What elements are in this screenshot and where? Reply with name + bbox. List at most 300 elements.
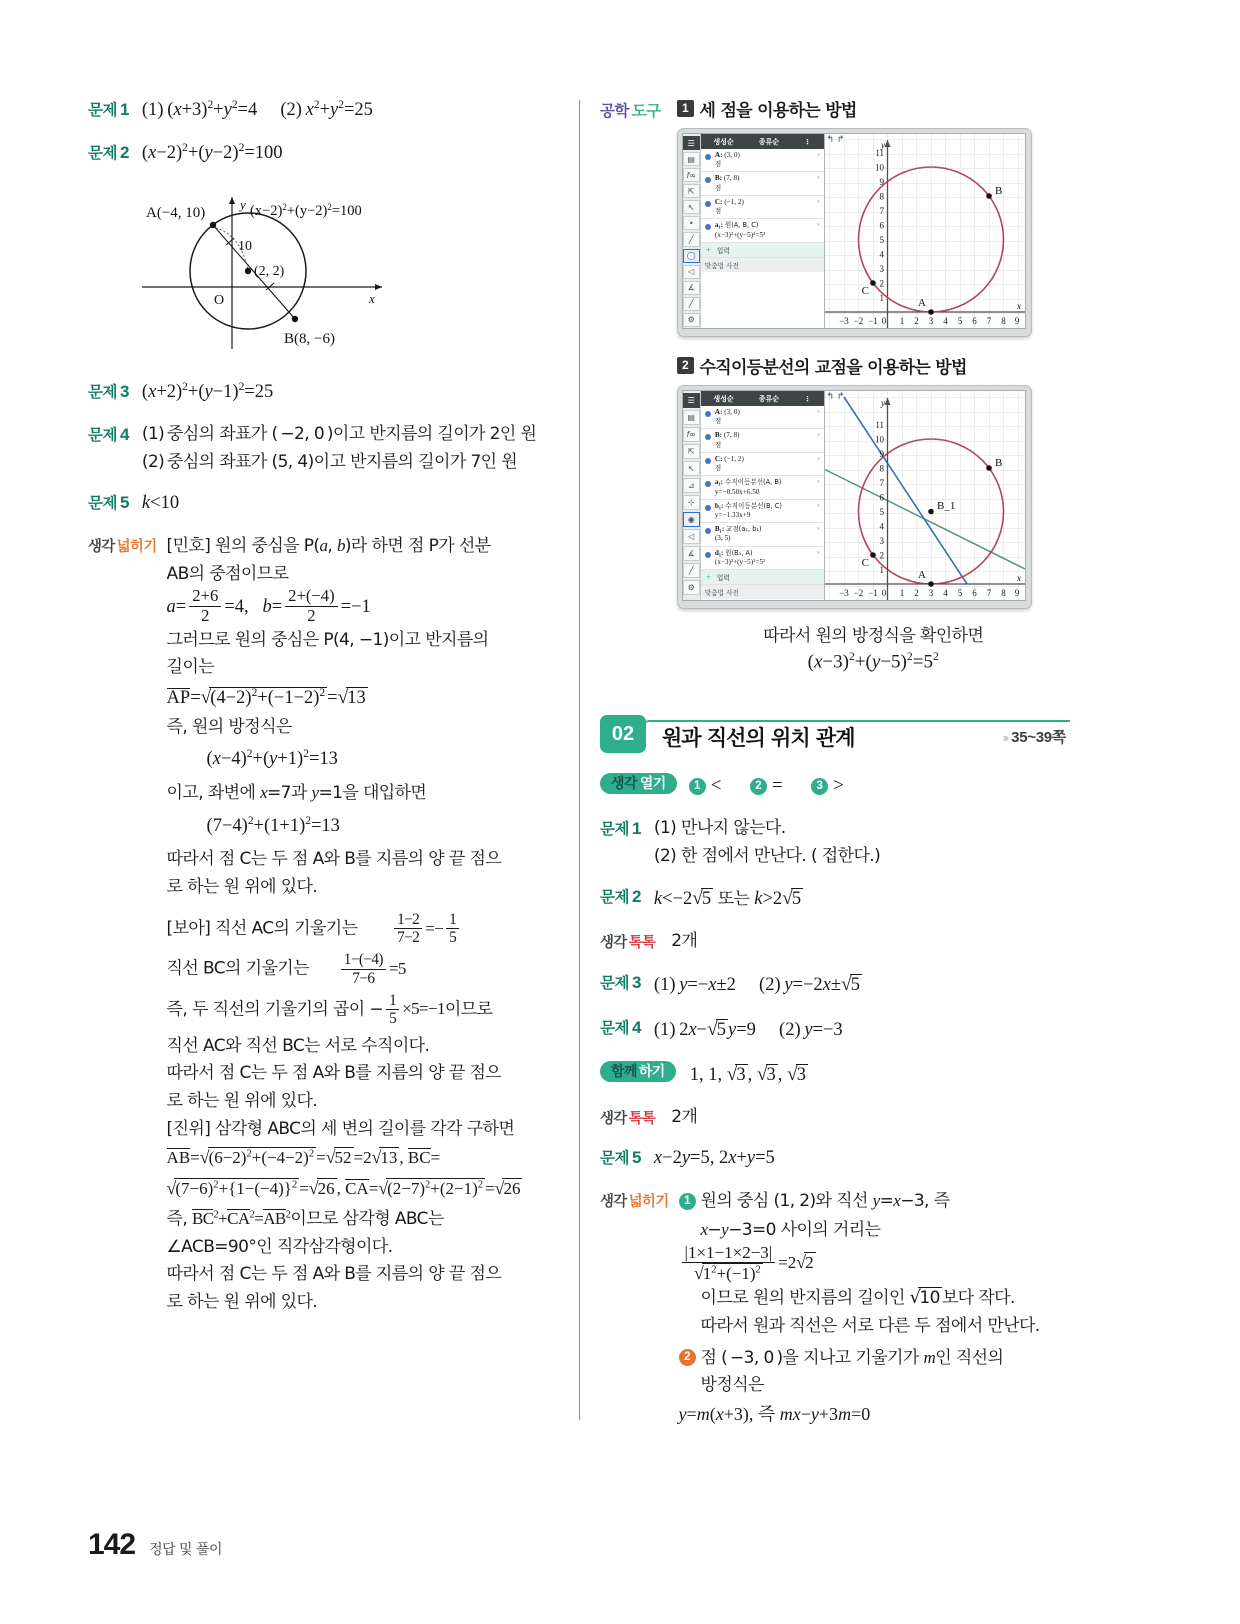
r-widen-1-line-3: 이므로 원의 반지름의 길이인 √10 보다 작다. bbox=[700, 1287, 1015, 1309]
page-number: 142 bbox=[88, 1528, 136, 1561]
algebra-view-1[interactable] bbox=[701, 134, 825, 328]
input-label: 입력 bbox=[716, 574, 730, 583]
ab-length-equation: $AB=√(6-2)^2+(-4-2)^2 =√52 =2√13$ , bbox=[166, 1147, 408, 1168]
svg-text:9: 9 bbox=[879, 449, 884, 459]
conclusion-line: 따라서 원의 방정식을 확인하면 bbox=[763, 626, 984, 646]
chevrons-icon: ››› bbox=[1002, 730, 1007, 746]
add-icon[interactable]: + bbox=[705, 244, 711, 255]
geogebra-toolbar-1[interactable] bbox=[683, 134, 701, 328]
minho-line-6: 이고, 좌변에 x=7과 y=1을 대입하면 bbox=[166, 783, 427, 804]
figure1-title: 세 점을 이용하는 방법 bbox=[699, 101, 857, 121]
answer-row-r-problem-2 bbox=[600, 883, 1070, 915]
r-widen-1-line-4: 따라서 원과 직선은 서로 다른 두 점에서 만난다. bbox=[700, 1316, 1040, 1337]
problem-label-1: 문제 1 bbox=[88, 100, 129, 119]
open-badge-part2: 열기 bbox=[639, 775, 666, 792]
alg-name: C: bbox=[714, 197, 723, 206]
alg-type: (3, 5) bbox=[714, 534, 731, 543]
svg-text:−3: −3 bbox=[838, 316, 849, 326]
boa-line-6: 로 하는 원 위에 있다. bbox=[166, 1090, 318, 1111]
svg-text:5: 5 bbox=[957, 316, 962, 326]
graph-svg-1 bbox=[825, 134, 1025, 329]
problem-label-5: 문제 5 bbox=[88, 493, 129, 513]
geogebra-window-2[interactable] bbox=[677, 385, 1032, 609]
answer-row-problem-5 bbox=[88, 489, 568, 519]
minho-line-3: 그러므로 원의 중심은 P(4, −1)이고 반지름의 bbox=[166, 629, 489, 650]
svg-text:7: 7 bbox=[879, 206, 884, 216]
circle-tool-icon[interactable]: ◉ bbox=[683, 512, 700, 527]
close-icon[interactable]: × bbox=[816, 221, 821, 230]
open-thinking-row bbox=[600, 771, 1070, 802]
svg-text:y: y bbox=[880, 140, 885, 150]
tok-answer-1: 2개 bbox=[671, 931, 698, 952]
svg-text:y: y bbox=[880, 398, 885, 408]
alg-value: 교점(a₁, b₁) bbox=[726, 525, 762, 534]
section-header-02 bbox=[600, 715, 1070, 755]
widen-badge-part2: 넓히기 bbox=[116, 539, 157, 556]
alg-name: b₁: bbox=[714, 501, 724, 510]
svg-text:8: 8 bbox=[879, 191, 884, 202]
section-title: 원과 직선의 위치 관계 bbox=[662, 726, 855, 751]
together-row bbox=[600, 1059, 1070, 1091]
svg-text:B_1: B_1 bbox=[936, 500, 955, 512]
r-widen-1-line-1: 1 원의 중심 (1, 2)와 직선 y=x−3, 즉 bbox=[679, 1187, 1070, 1216]
jinwoo-line-3: ∠ACB=90°인 직각삼각형이다. bbox=[166, 1236, 393, 1257]
sort-by-type-1[interactable]: 종류순 bbox=[758, 137, 779, 146]
circle-equation-derived: $(x-4)^2+(y+1)^2=13$ bbox=[206, 748, 338, 770]
close-icon[interactable]: × bbox=[816, 548, 821, 557]
undo-redo-icons[interactable]: ↰ ↱ bbox=[826, 392, 845, 402]
svg-text:B: B bbox=[994, 185, 1002, 197]
algebra-row[interactable] bbox=[701, 523, 824, 546]
close-icon[interactable]: × bbox=[816, 174, 821, 183]
close-icon[interactable]: × bbox=[816, 501, 821, 510]
figure2-title-row bbox=[677, 353, 1071, 378]
tool-badge-part1: 공학 bbox=[600, 103, 629, 120]
svg-text:6: 6 bbox=[879, 220, 884, 231]
svg-text:6: 6 bbox=[879, 492, 884, 503]
geogebra-figures bbox=[677, 96, 1071, 673]
visibility-dot-icon[interactable] bbox=[705, 154, 711, 160]
section-page-range bbox=[1002, 726, 1066, 747]
visibility-dot-icon[interactable] bbox=[705, 552, 711, 558]
answer-text-3: $(x+2)^2+(y-1)^2=25$ bbox=[141, 381, 274, 403]
geogebra-window-1[interactable] bbox=[677, 128, 1032, 337]
tok-badge-part2-b: 톡톡 bbox=[628, 1110, 656, 1127]
widen-badge-part1: 생각 bbox=[88, 539, 115, 556]
right-column bbox=[600, 96, 1070, 1444]
close-icon[interactable]: × bbox=[816, 408, 821, 416]
r-answer-text-1 bbox=[654, 815, 1070, 870]
label-origin: O bbox=[214, 293, 225, 309]
angle-tool-icon[interactable]: ∡ bbox=[683, 546, 700, 561]
alg-name: B: bbox=[714, 431, 723, 440]
minho-line-2: AB의 중점이므로 bbox=[166, 563, 289, 584]
add-icon[interactable]: + bbox=[705, 572, 711, 583]
algebra-view-2[interactable] bbox=[701, 391, 825, 600]
widen-circle-2: 2 bbox=[679, 1349, 696, 1366]
alg-value: (7, 8) bbox=[723, 174, 740, 183]
alg-value: 수직이등분선(B, C) bbox=[725, 501, 782, 510]
algebra-row[interactable] bbox=[701, 547, 824, 570]
svg-text:A: A bbox=[917, 569, 926, 581]
conclusion-equation: $(x-3)^2+(y-5)^2=5^2$ bbox=[807, 650, 939, 673]
svg-text:1: 1 bbox=[899, 588, 904, 598]
answer-text-4: (1) 중심의 좌표가 ( −2, 0 )이고 반지름의 길이가 2인 원 (2) 중심의 좌표가 (5, 4)이고 반지름의 길이가 7인 원 bbox=[141, 424, 537, 472]
svg-text:2: 2 bbox=[913, 588, 919, 598]
tool-badge-part2: 도구 bbox=[631, 103, 661, 120]
problem-label-4: 문제 4 bbox=[88, 425, 129, 445]
answer-circle-2: 2 bbox=[750, 778, 767, 795]
svg-text:1: 1 bbox=[879, 293, 884, 303]
label-circle-equation: $(x-2)^2+(y-2)^2=100$ bbox=[250, 202, 362, 220]
figure2-number: 2 bbox=[677, 357, 694, 374]
minho-line-1: [민호] 원의 중심을 P(a, b)라 하면 점 P가 선분 bbox=[166, 536, 491, 557]
together-badge bbox=[600, 1061, 676, 1082]
open-answer-2: = bbox=[771, 775, 783, 797]
visibility-dot-icon[interactable] bbox=[705, 481, 711, 487]
column-divider bbox=[579, 100, 580, 1420]
svg-text:1: 1 bbox=[899, 316, 904, 326]
algebra-row[interactable] bbox=[701, 453, 824, 476]
r-widen-1-line-2: x−y−3=0 사이의 거리는 bbox=[700, 1219, 881, 1240]
open-thinking-answers bbox=[689, 771, 1070, 802]
r-answer-text-4: (1) 2x−√5 y=9 (2) y=−3 bbox=[653, 1018, 843, 1040]
close-icon[interactable]: × bbox=[816, 478, 821, 487]
r-widen-2-line-2: 방정식은 bbox=[700, 1375, 764, 1396]
svg-text:3: 3 bbox=[879, 264, 884, 274]
settings-gear-icon[interactable]: ⚙ bbox=[683, 580, 700, 595]
table-icon[interactable]: ▤ bbox=[683, 152, 700, 166]
answer-row-r-problem-4 bbox=[600, 1014, 1070, 1046]
algebra-footer-1[interactable]: 맞춤법 사전 bbox=[701, 258, 824, 272]
alg-name: a₁: bbox=[714, 478, 724, 487]
alg-type: 점 bbox=[714, 160, 722, 169]
angle-tool-icon[interactable]: ∡ bbox=[683, 281, 700, 295]
answer-circle-3: 3 bbox=[811, 778, 828, 795]
answer-row-r-problem-1 bbox=[600, 815, 1070, 870]
algebra-footer-2[interactable]: 맞춤법 사전 bbox=[701, 585, 824, 599]
alg-name: a₁: bbox=[714, 221, 724, 230]
label-axis-y: y bbox=[240, 197, 246, 213]
transform-icon[interactable]: ⇱ bbox=[683, 444, 700, 459]
polygon-tool-icon[interactable]: ◁ bbox=[683, 529, 700, 544]
visibility-dot-icon[interactable] bbox=[705, 505, 711, 511]
section-page-text: 35~39쪽 bbox=[1011, 729, 1066, 747]
alg-type: 점 bbox=[714, 207, 722, 216]
alg-name: A: bbox=[714, 408, 723, 416]
svg-text:4: 4 bbox=[879, 249, 884, 260]
svg-text:C: C bbox=[861, 285, 869, 297]
widen-thinking-block bbox=[88, 532, 568, 1316]
widen-thinking-badge bbox=[88, 532, 157, 556]
figure1-number: 1 bbox=[677, 100, 694, 117]
algebra-row[interactable] bbox=[701, 429, 824, 452]
boa-line-5: 따라서 점 C는 두 점 A와 B를 지름의 양 끝 점으 bbox=[166, 1063, 502, 1084]
undo-redo-icons[interactable]: ↰ ↱ bbox=[826, 135, 845, 145]
visibility-dot-icon[interactable] bbox=[705, 177, 711, 183]
sort-by-creation-2[interactable]: 생성순 bbox=[713, 394, 734, 403]
section-number-badge: 02 bbox=[600, 715, 646, 753]
svg-text:x: x bbox=[1016, 573, 1021, 583]
answer-text-2: $(x-2)^2+(y-2)^2=100$ bbox=[141, 142, 283, 164]
r-widen-distance-equation: $\frac{|1\times 1-1\times 2-3|}{√1^2+(-1)^2}$ =2√2 bbox=[679, 1253, 816, 1272]
tok-thinking-row-2 bbox=[600, 1104, 1070, 1132]
alg-type: y=−0.50x+6.50 bbox=[714, 487, 760, 496]
r-widen-thinking-badge bbox=[600, 1187, 669, 1211]
midpoint-equations: a= $\frac{2+6}{2}$ =4, b= $\frac{2+(-4)}{2}$ =−1 bbox=[166, 586, 371, 626]
svg-text:x: x bbox=[1016, 301, 1021, 311]
visibility-dot-icon[interactable] bbox=[705, 201, 711, 207]
label-center: (2, 2) bbox=[254, 264, 285, 280]
algebra-row[interactable] bbox=[701, 196, 824, 219]
engineering-tools-badge bbox=[600, 96, 661, 121]
table-icon[interactable]: ▤ bbox=[683, 410, 700, 425]
circle-diagram bbox=[132, 177, 568, 362]
r-answer-text-5: x−2y=5, 2x+y=5 bbox=[653, 1148, 775, 1169]
answer-row-r-problem-3 bbox=[600, 969, 1070, 1001]
settings-gear-icon[interactable]: ⚙ bbox=[683, 313, 700, 327]
answer-row-problem-3 bbox=[88, 378, 568, 408]
svg-text:−1: −1 bbox=[867, 316, 878, 326]
svg-text:4: 4 bbox=[879, 521, 884, 532]
algebra-input-row-2[interactable] bbox=[701, 570, 824, 585]
function-icon[interactable]: f ∞ bbox=[683, 168, 700, 182]
close-icon[interactable]: × bbox=[816, 197, 821, 206]
visibility-dot-icon[interactable] bbox=[705, 224, 711, 230]
svg-text:−1: −1 bbox=[867, 588, 878, 598]
svg-text:2: 2 bbox=[879, 550, 884, 561]
problem-label-2: 문제 2 bbox=[88, 143, 129, 163]
together-badge-part2: 하기 bbox=[638, 1062, 665, 1079]
svg-text:8: 8 bbox=[879, 463, 884, 474]
graphics-view-1[interactable] bbox=[825, 134, 1025, 328]
svg-text:7: 7 bbox=[879, 478, 884, 488]
open-answer-3: > bbox=[833, 775, 844, 797]
svg-text:B: B bbox=[994, 457, 1002, 469]
svg-text:0: 0 bbox=[881, 588, 886, 598]
r-widen-2-line-1: 2 점 ( −3, 0 )을 지나고 기울기가 m인 직선의 bbox=[679, 1344, 1070, 1373]
visibility-dot-icon[interactable] bbox=[705, 434, 711, 440]
alg-value: 원(A, B, C) bbox=[724, 221, 759, 230]
svg-text:5: 5 bbox=[879, 235, 884, 245]
svg-text:−2: −2 bbox=[853, 588, 863, 598]
function-icon[interactable]: f ∞ bbox=[683, 427, 700, 442]
svg-text:8: 8 bbox=[1000, 588, 1006, 598]
algebra-row[interactable] bbox=[701, 172, 824, 195]
svg-text:3: 3 bbox=[928, 316, 933, 326]
svg-text:A: A bbox=[917, 297, 926, 309]
answer-text-5: k<10 bbox=[141, 493, 180, 514]
boa-line-1: [보아] 직선 AC의 기울기는 $\frac{1-2}{7-2}$ =− $\frac{1}{5}$ bbox=[167, 912, 568, 947]
r-widen-badge-part1: 생각 bbox=[600, 1194, 627, 1211]
graphics-view-2[interactable] bbox=[825, 391, 1025, 600]
tok-badge-part2-a: 톡톡 bbox=[628, 935, 656, 952]
svg-text:10: 10 bbox=[874, 434, 884, 445]
algebra-row[interactable] bbox=[701, 476, 824, 499]
algebra-menu-icon-1[interactable]: ⋮ bbox=[803, 137, 811, 146]
svg-text:8: 8 bbox=[1000, 316, 1006, 326]
engineering-tools-block bbox=[600, 96, 1070, 673]
jinwoo-line-1: [진위] 삼각형 ABC의 세 변의 길이를 각각 구하면 bbox=[166, 1118, 515, 1139]
svg-text:3: 3 bbox=[928, 588, 933, 598]
r-answer-1-line-1: (1) 만나지 않는다. bbox=[653, 818, 786, 839]
svg-text:10: 10 bbox=[874, 162, 884, 173]
svg-text:C: C bbox=[861, 557, 869, 569]
close-icon[interactable]: × bbox=[816, 431, 821, 440]
figure2-title: 수직이등분선의 교점을 이용하는 방법 bbox=[699, 358, 967, 378]
open-answer-1: < bbox=[710, 775, 722, 797]
svg-text:9: 9 bbox=[1014, 588, 1019, 598]
svg-text:−3: −3 bbox=[838, 588, 849, 598]
algebra-header-2 bbox=[701, 391, 824, 406]
r-widen-2-equation: y=m(x+3), 즉 mx−y+3m=0 bbox=[678, 1403, 871, 1424]
algebra-row[interactable] bbox=[701, 219, 824, 242]
answer-row-problem-4 bbox=[88, 421, 568, 476]
answer-row-problem-2 bbox=[88, 139, 568, 169]
svg-text:7: 7 bbox=[986, 316, 991, 326]
svg-text:11: 11 bbox=[874, 420, 884, 430]
close-icon[interactable]: × bbox=[816, 525, 821, 534]
ca-length-equation: $CA=√(2-7)^2+(2-1)^2 =√26$ bbox=[345, 1178, 521, 1198]
graph-svg-2 bbox=[825, 391, 1025, 601]
alg-type: (x−3)²+(y−5)²=5² bbox=[714, 557, 766, 566]
boa-line-4: 직선 AC와 직선 BC는 서로 수직이다. bbox=[166, 1035, 430, 1056]
alg-name: d₁: bbox=[714, 548, 724, 557]
alg-value: 수직이등분선(A, B) bbox=[724, 478, 782, 487]
widen-thinking-content bbox=[167, 532, 568, 1316]
visibility-dot-icon[interactable] bbox=[705, 458, 711, 464]
r-problem-label-5: 문제 5 bbox=[600, 1148, 641, 1168]
pointer-icon[interactable]: ↖ bbox=[683, 461, 700, 476]
polygon-tool-icon[interactable]: ◁ bbox=[683, 265, 700, 279]
algebra-header-1 bbox=[701, 134, 824, 149]
alg-value: (−1, 2) bbox=[724, 197, 744, 206]
geogebra-toolbar-2[interactable] bbox=[683, 391, 701, 600]
svg-text:−2: −2 bbox=[853, 316, 863, 326]
svg-text:5: 5 bbox=[879, 507, 884, 517]
visibility-dot-icon[interactable] bbox=[705, 528, 711, 534]
alg-type: 점 bbox=[714, 464, 722, 473]
label-radius: 10 bbox=[238, 239, 252, 255]
r-answer-text-3: (1) y=−x±2 (2) y=−2x±√5 bbox=[653, 973, 860, 995]
svg-text:7: 7 bbox=[986, 588, 991, 598]
svg-text:0: 0 bbox=[881, 316, 886, 326]
figure1-title-row bbox=[677, 96, 1071, 121]
svg-text:3: 3 bbox=[879, 536, 884, 546]
jinwoo-line-2: 즉, $BC^2+CA^2=AB^2$이므로 삼각형 ABC는 bbox=[166, 1208, 444, 1229]
together-badge-part1: 함께 bbox=[611, 1062, 637, 1079]
menu-icon[interactable]: ☰ bbox=[683, 393, 700, 408]
answer-row-r-problem-5 bbox=[600, 1144, 1070, 1174]
alg-value: (7, 8) bbox=[723, 431, 740, 440]
minho-line-8: 로 하는 원 위에 있다. bbox=[166, 876, 318, 897]
alg-value: (−1, 2) bbox=[724, 454, 744, 463]
label-point-a: A(−4, 10) bbox=[146, 205, 206, 222]
algebra-input-row-1[interactable] bbox=[701, 243, 824, 258]
substitution-equation: $(7-4)^2+(1+1)^2=13$ bbox=[206, 814, 340, 837]
r-widen-content bbox=[679, 1187, 1070, 1431]
circle-diagram-svg bbox=[132, 177, 552, 357]
problem-label-3: 문제 3 bbox=[88, 382, 129, 402]
left-column bbox=[88, 96, 568, 1329]
answer-row-problem-1 bbox=[88, 96, 568, 126]
svg-text:9: 9 bbox=[879, 177, 884, 187]
ap-length-equation: $AP=√(4-2)^2+(-1-2)^2 =√13$ bbox=[166, 686, 366, 708]
label-point-b: B(8, −6) bbox=[284, 331, 335, 348]
menu-icon[interactable]: ☰ bbox=[683, 136, 700, 150]
together-answer: 1, 1, √3 , √3 , √3 bbox=[689, 1063, 806, 1085]
minho-line-4: 길이는 bbox=[166, 657, 215, 678]
jinwoo-line-4: 따라서 점 C는 두 점 A와 B를 지름의 양 끝 점으 bbox=[166, 1264, 502, 1285]
alg-name: B₁: bbox=[714, 525, 725, 534]
midpoint-tool-icon[interactable]: ⊹ bbox=[683, 495, 700, 510]
jinwoo-line-5: 로 하는 원 위에 있다. bbox=[166, 1291, 318, 1312]
boa-line-2: 직선 BC의 기울기는 $\frac{1-(-4)}{7-6}$ =5 bbox=[166, 951, 406, 987]
sort-by-type-2[interactable]: 종류순 bbox=[758, 394, 779, 403]
algebra-menu-icon-2[interactable]: ⋮ bbox=[803, 394, 811, 403]
alg-value: (3, 0) bbox=[724, 151, 740, 159]
pointer-icon[interactable]: ↖ bbox=[683, 200, 700, 214]
svg-text:6: 6 bbox=[971, 316, 977, 326]
label-axis-x: x bbox=[369, 291, 375, 307]
circle-tool-icon[interactable]: ◯ bbox=[683, 249, 700, 263]
open-badge-part1: 생각 bbox=[611, 775, 637, 792]
measure-tool-icon[interactable]: ╱ bbox=[683, 297, 700, 311]
svg-text:2: 2 bbox=[913, 316, 919, 326]
alg-type: 점 bbox=[714, 183, 722, 192]
visibility-dot-icon[interactable] bbox=[705, 411, 711, 417]
answer-circle-1: 1 bbox=[689, 778, 706, 795]
alg-value: (3, 0) bbox=[724, 408, 740, 416]
svg-text:5: 5 bbox=[957, 588, 962, 598]
open-thinking-badge bbox=[600, 773, 677, 794]
point-tool-icon[interactable]: • bbox=[683, 216, 700, 230]
line-tool-icon[interactable]: ╱ bbox=[683, 232, 700, 246]
r-answer-text-2: k<−2√5 또는 k>2√5 bbox=[653, 888, 802, 910]
measure-tool-icon[interactable]: ╱ bbox=[683, 563, 700, 578]
widen-circle-1: 1 bbox=[679, 1193, 696, 1210]
transform-icon[interactable]: ⇱ bbox=[683, 184, 700, 198]
tok-thinking-badge-2 bbox=[600, 1104, 655, 1128]
tok-answer-2: 2개 bbox=[671, 1106, 698, 1127]
alg-type: y=−1.33x+9 bbox=[714, 510, 751, 519]
answer-text-1: (1) $(x+3)^2+y^2=4$ (2) $x^2+y^2=25$ bbox=[141, 99, 373, 121]
tok-badge-part1-b: 생각 bbox=[600, 1110, 627, 1127]
perpendicular-tool-icon[interactable]: ⊿ bbox=[683, 478, 700, 493]
svg-text:9: 9 bbox=[1014, 316, 1019, 326]
boa-line-3: 즉, 두 직선의 기울기의 곱이 − $\frac{1}{5}$ ×5=−1이므로 bbox=[166, 991, 493, 1027]
alg-name: A: bbox=[714, 151, 723, 159]
algebra-row[interactable] bbox=[701, 149, 824, 172]
close-icon[interactable]: × bbox=[816, 151, 821, 159]
alg-name: B: bbox=[714, 174, 723, 183]
svg-text:2: 2 bbox=[879, 278, 884, 289]
alg-type: 점 bbox=[714, 440, 722, 449]
close-icon[interactable]: × bbox=[816, 454, 821, 463]
svg-text:4: 4 bbox=[942, 588, 948, 598]
minho-line-7: 따라서 점 C는 두 점 A와 B를 지름의 양 끝 점으 bbox=[166, 849, 502, 870]
algebra-row[interactable] bbox=[701, 406, 824, 429]
r-problem-label-1: 문제 1 bbox=[600, 819, 641, 839]
sort-by-creation-1[interactable]: 생성순 bbox=[713, 137, 734, 146]
svg-text:6: 6 bbox=[971, 588, 977, 598]
r-answer-1-line-2: (2) 한 점에서 만난다. ( 접한다.) bbox=[653, 845, 881, 866]
r-problem-label-4: 문제 4 bbox=[600, 1017, 641, 1037]
svg-text:11: 11 bbox=[874, 148, 884, 158]
alg-type: 점 bbox=[714, 417, 722, 426]
algebra-row[interactable] bbox=[701, 500, 824, 523]
tok-badge-part1-a: 생각 bbox=[600, 935, 627, 952]
